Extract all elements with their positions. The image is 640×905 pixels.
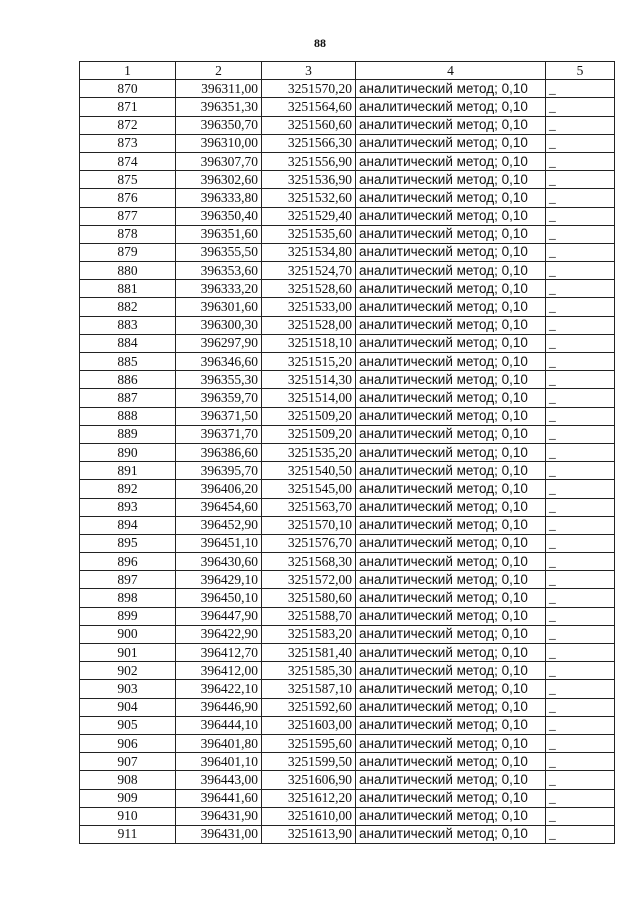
x-coordinate-cell: 396444,10 xyxy=(176,716,262,734)
table-row xyxy=(80,371,615,389)
description-cell: _ xyxy=(546,516,615,534)
y-coordinate-cell: 3251581,40 xyxy=(262,644,356,662)
point-number-cell: 877 xyxy=(80,207,176,225)
x-coordinate-cell: 396386,60 xyxy=(176,443,262,461)
method-cell: аналитический метод; 0,10 xyxy=(356,753,546,771)
point-number-cell: 875 xyxy=(80,171,176,189)
table-row xyxy=(80,280,615,298)
method-cell: аналитический метод; 0,10 xyxy=(356,280,546,298)
point-number-cell: 871 xyxy=(80,98,176,116)
point-number-cell: 898 xyxy=(80,589,176,607)
description-cell: _ xyxy=(546,680,615,698)
method-cell: аналитический метод; 0,10 xyxy=(356,607,546,625)
x-coordinate-cell: 396371,70 xyxy=(176,425,262,443)
method-cell: аналитический метод; 0,10 xyxy=(356,407,546,425)
point-number-cell: 902 xyxy=(80,662,176,680)
table-row xyxy=(80,734,615,752)
table-row xyxy=(80,698,615,716)
x-coordinate-cell: 396333,20 xyxy=(176,280,262,298)
x-coordinate-cell: 396454,60 xyxy=(176,498,262,516)
description-cell: _ xyxy=(546,425,615,443)
table-row xyxy=(80,807,615,825)
table-body xyxy=(80,80,615,844)
point-number-cell: 900 xyxy=(80,625,176,643)
method-cell: аналитический метод; 0,10 xyxy=(356,207,546,225)
point-number-cell: 895 xyxy=(80,534,176,552)
table-row xyxy=(80,134,615,152)
table-row xyxy=(80,298,615,316)
table-row xyxy=(80,753,615,771)
description-cell: _ xyxy=(546,771,615,789)
x-coordinate-cell: 396350,40 xyxy=(176,207,262,225)
x-coordinate-cell: 396401,10 xyxy=(176,753,262,771)
point-number-cell: 911 xyxy=(80,825,176,843)
x-coordinate-cell: 396297,90 xyxy=(176,334,262,352)
x-coordinate-cell: 396346,60 xyxy=(176,353,262,371)
column-header-2: 2 xyxy=(176,62,262,80)
y-coordinate-cell: 3251518,10 xyxy=(262,334,356,352)
point-number-cell: 896 xyxy=(80,553,176,571)
point-number-cell: 882 xyxy=(80,298,176,316)
x-coordinate-cell: 396412,70 xyxy=(176,644,262,662)
table-row xyxy=(80,207,615,225)
x-coordinate-cell: 396447,90 xyxy=(176,607,262,625)
method-cell: аналитический метод; 0,10 xyxy=(356,680,546,698)
point-number-cell: 886 xyxy=(80,371,176,389)
x-coordinate-cell: 396307,70 xyxy=(176,152,262,170)
description-cell: _ xyxy=(546,625,615,643)
x-coordinate-cell: 396431,90 xyxy=(176,807,262,825)
method-cell: аналитический метод; 0,10 xyxy=(356,789,546,807)
y-coordinate-cell: 3251524,70 xyxy=(262,262,356,280)
description-cell: _ xyxy=(546,207,615,225)
x-coordinate-cell: 396300,30 xyxy=(176,316,262,334)
description-cell: _ xyxy=(546,298,615,316)
page-number: 88 xyxy=(314,36,326,50)
table-row xyxy=(80,334,615,352)
point-number-cell: 883 xyxy=(80,316,176,334)
x-coordinate-cell: 396333,80 xyxy=(176,189,262,207)
point-number-cell: 888 xyxy=(80,407,176,425)
y-coordinate-cell: 3251570,10 xyxy=(262,516,356,534)
y-coordinate-cell: 3251599,50 xyxy=(262,753,356,771)
y-coordinate-cell: 3251588,70 xyxy=(262,607,356,625)
method-cell: аналитический метод; 0,10 xyxy=(356,807,546,825)
method-cell: аналитический метод; 0,10 xyxy=(356,371,546,389)
description-cell: _ xyxy=(546,171,615,189)
y-coordinate-cell: 3251529,40 xyxy=(262,207,356,225)
description-cell: _ xyxy=(546,189,615,207)
table-row xyxy=(80,644,615,662)
y-coordinate-cell: 3251572,00 xyxy=(262,571,356,589)
method-cell: аналитический метод; 0,10 xyxy=(356,425,546,443)
table-row xyxy=(80,243,615,261)
y-coordinate-cell: 3251528,60 xyxy=(262,280,356,298)
point-number-cell: 894 xyxy=(80,516,176,534)
x-coordinate-cell: 396301,60 xyxy=(176,298,262,316)
method-cell: аналитический метод; 0,10 xyxy=(356,243,546,261)
table-row xyxy=(80,171,615,189)
method-cell: аналитический метод; 0,10 xyxy=(356,389,546,407)
point-number-cell: 870 xyxy=(80,80,176,98)
method-cell: аналитический метод; 0,10 xyxy=(356,516,546,534)
x-coordinate-cell: 396359,70 xyxy=(176,389,262,407)
point-number-cell: 876 xyxy=(80,189,176,207)
table-row xyxy=(80,625,615,643)
method-cell: аналитический метод; 0,10 xyxy=(356,134,546,152)
x-coordinate-cell: 396401,80 xyxy=(176,734,262,752)
x-coordinate-cell: 396355,30 xyxy=(176,371,262,389)
description-cell: _ xyxy=(546,243,615,261)
x-coordinate-cell: 396443,00 xyxy=(176,771,262,789)
column-header-3: 3 xyxy=(262,62,356,80)
y-coordinate-cell: 3251509,20 xyxy=(262,425,356,443)
point-number-cell: 873 xyxy=(80,134,176,152)
table-row xyxy=(80,571,615,589)
point-number-cell: 891 xyxy=(80,462,176,480)
table-header-row xyxy=(80,62,615,80)
table-row xyxy=(80,498,615,516)
method-cell: аналитический метод; 0,10 xyxy=(356,80,546,98)
table-row xyxy=(80,152,615,170)
point-number-cell: 880 xyxy=(80,262,176,280)
point-number-cell: 903 xyxy=(80,680,176,698)
method-cell: аналитический метод; 0,10 xyxy=(356,534,546,552)
method-cell: аналитический метод; 0,10 xyxy=(356,625,546,643)
x-coordinate-cell: 396311,00 xyxy=(176,80,262,98)
description-cell: _ xyxy=(546,116,615,134)
x-coordinate-cell: 396371,50 xyxy=(176,407,262,425)
description-cell: _ xyxy=(546,589,615,607)
table-row xyxy=(80,116,615,134)
description-cell: _ xyxy=(546,280,615,298)
method-cell: аналитический метод; 0,10 xyxy=(356,334,546,352)
description-cell: _ xyxy=(546,734,615,752)
point-number-cell: 885 xyxy=(80,353,176,371)
y-coordinate-cell: 3251606,90 xyxy=(262,771,356,789)
description-cell: _ xyxy=(546,316,615,334)
x-coordinate-cell: 396431,00 xyxy=(176,825,262,843)
description-cell: _ xyxy=(546,480,615,498)
description-cell: _ xyxy=(546,353,615,371)
method-cell: аналитический метод; 0,10 xyxy=(356,553,546,571)
table-row xyxy=(80,771,615,789)
table-row xyxy=(80,407,615,425)
point-number-cell: 906 xyxy=(80,734,176,752)
method-cell: аналитический метод; 0,10 xyxy=(356,262,546,280)
method-cell: аналитический метод; 0,10 xyxy=(356,152,546,170)
description-cell: _ xyxy=(546,753,615,771)
method-cell: аналитический метод; 0,10 xyxy=(356,589,546,607)
method-cell: аналитический метод; 0,10 xyxy=(356,225,546,243)
point-number-cell: 904 xyxy=(80,698,176,716)
point-number-cell: 899 xyxy=(80,607,176,625)
y-coordinate-cell: 3251528,00 xyxy=(262,316,356,334)
description-cell: _ xyxy=(546,825,615,843)
table-row xyxy=(80,607,615,625)
table-row xyxy=(80,534,615,552)
point-number-cell: 909 xyxy=(80,789,176,807)
y-coordinate-cell: 3251535,60 xyxy=(262,225,356,243)
point-number-cell: 901 xyxy=(80,644,176,662)
column-header-5: 5 xyxy=(546,62,615,80)
y-coordinate-cell: 3251536,90 xyxy=(262,171,356,189)
description-cell: _ xyxy=(546,607,615,625)
y-coordinate-cell: 3251560,60 xyxy=(262,116,356,134)
method-cell: аналитический метод; 0,10 xyxy=(356,480,546,498)
table-row xyxy=(80,443,615,461)
x-coordinate-cell: 396441,60 xyxy=(176,789,262,807)
y-coordinate-cell: 3251580,60 xyxy=(262,589,356,607)
method-cell: аналитический метод; 0,10 xyxy=(356,716,546,734)
method-cell: аналитический метод; 0,10 xyxy=(356,353,546,371)
table-row xyxy=(80,516,615,534)
method-cell: аналитический метод; 0,10 xyxy=(356,462,546,480)
description-cell: _ xyxy=(546,225,615,243)
description-cell: _ xyxy=(546,262,615,280)
y-coordinate-cell: 3251540,50 xyxy=(262,462,356,480)
table-row xyxy=(80,316,615,334)
point-number-cell: 881 xyxy=(80,280,176,298)
method-cell: аналитический метод; 0,10 xyxy=(356,644,546,662)
x-coordinate-cell: 396355,50 xyxy=(176,243,262,261)
description-cell: _ xyxy=(546,443,615,461)
table-row xyxy=(80,225,615,243)
y-coordinate-cell: 3251612,20 xyxy=(262,789,356,807)
point-number-cell: 905 xyxy=(80,716,176,734)
description-cell: _ xyxy=(546,644,615,662)
point-number-cell: 879 xyxy=(80,243,176,261)
method-cell: аналитический метод; 0,10 xyxy=(356,498,546,516)
y-coordinate-cell: 3251566,30 xyxy=(262,134,356,152)
point-number-cell: 910 xyxy=(80,807,176,825)
point-number-cell: 893 xyxy=(80,498,176,516)
table-row xyxy=(80,716,615,734)
x-coordinate-cell: 396310,00 xyxy=(176,134,262,152)
x-coordinate-cell: 396446,90 xyxy=(176,698,262,716)
description-cell: _ xyxy=(546,407,615,425)
table-row xyxy=(80,553,615,571)
column-header-1: 1 xyxy=(80,62,176,80)
table-row xyxy=(80,189,615,207)
y-coordinate-cell: 3251534,80 xyxy=(262,243,356,261)
y-coordinate-cell: 3251570,20 xyxy=(262,80,356,98)
table-row xyxy=(80,789,615,807)
method-cell: аналитический метод; 0,10 xyxy=(356,571,546,589)
table-row xyxy=(80,80,615,98)
point-number-cell: 889 xyxy=(80,425,176,443)
point-number-cell: 892 xyxy=(80,480,176,498)
description-cell: _ xyxy=(546,371,615,389)
y-coordinate-cell: 3251576,70 xyxy=(262,534,356,552)
table-row xyxy=(80,662,615,680)
method-cell: аналитический метод; 0,10 xyxy=(356,662,546,680)
y-coordinate-cell: 3251583,20 xyxy=(262,625,356,643)
description-cell: _ xyxy=(546,716,615,734)
point-number-cell: 907 xyxy=(80,753,176,771)
y-coordinate-cell: 3251535,20 xyxy=(262,443,356,461)
x-coordinate-cell: 396395,70 xyxy=(176,462,262,480)
x-coordinate-cell: 396452,90 xyxy=(176,516,262,534)
point-number-cell: 872 xyxy=(80,116,176,134)
y-coordinate-cell: 3251515,20 xyxy=(262,353,356,371)
method-cell: аналитический метод; 0,10 xyxy=(356,771,546,789)
x-coordinate-cell: 396350,70 xyxy=(176,116,262,134)
y-coordinate-cell: 3251564,60 xyxy=(262,98,356,116)
method-cell: аналитический метод; 0,10 xyxy=(356,298,546,316)
method-cell: аналитический метод; 0,10 xyxy=(356,825,546,843)
point-number-cell: 874 xyxy=(80,152,176,170)
y-coordinate-cell: 3251514,00 xyxy=(262,389,356,407)
table-row xyxy=(80,262,615,280)
table-row xyxy=(80,825,615,843)
y-coordinate-cell: 3251532,60 xyxy=(262,189,356,207)
description-cell: _ xyxy=(546,134,615,152)
x-coordinate-cell: 396422,90 xyxy=(176,625,262,643)
table-row xyxy=(80,389,615,407)
y-coordinate-cell: 3251545,00 xyxy=(262,480,356,498)
x-coordinate-cell: 396429,10 xyxy=(176,571,262,589)
description-cell: _ xyxy=(546,389,615,407)
y-coordinate-cell: 3251592,60 xyxy=(262,698,356,716)
y-coordinate-cell: 3251610,00 xyxy=(262,807,356,825)
description-cell: _ xyxy=(546,152,615,170)
y-coordinate-cell: 3251585,30 xyxy=(262,662,356,680)
method-cell: аналитический метод; 0,10 xyxy=(356,443,546,461)
x-coordinate-cell: 396430,60 xyxy=(176,553,262,571)
point-number-cell: 878 xyxy=(80,225,176,243)
description-cell: _ xyxy=(546,789,615,807)
description-cell: _ xyxy=(546,553,615,571)
description-cell: _ xyxy=(546,98,615,116)
description-cell: _ xyxy=(546,462,615,480)
point-number-cell: 897 xyxy=(80,571,176,589)
y-coordinate-cell: 3251556,90 xyxy=(262,152,356,170)
x-coordinate-cell: 396412,00 xyxy=(176,662,262,680)
table-row xyxy=(80,462,615,480)
description-cell: _ xyxy=(546,534,615,552)
description-cell: _ xyxy=(546,662,615,680)
description-cell: _ xyxy=(546,807,615,825)
method-cell: аналитический метод; 0,10 xyxy=(356,171,546,189)
y-coordinate-cell: 3251603,00 xyxy=(262,716,356,734)
table-row xyxy=(80,98,615,116)
table-row xyxy=(80,480,615,498)
table-row xyxy=(80,589,615,607)
description-cell: _ xyxy=(546,80,615,98)
point-number-cell: 890 xyxy=(80,443,176,461)
table-row xyxy=(80,425,615,443)
x-coordinate-cell: 396406,20 xyxy=(176,480,262,498)
x-coordinate-cell: 396351,30 xyxy=(176,98,262,116)
method-cell: аналитический метод; 0,10 xyxy=(356,316,546,334)
method-cell: аналитический метод; 0,10 xyxy=(356,98,546,116)
y-coordinate-cell: 3251613,90 xyxy=(262,825,356,843)
x-coordinate-cell: 396302,60 xyxy=(176,171,262,189)
coordinates-table xyxy=(79,61,615,844)
table-row xyxy=(80,680,615,698)
point-number-cell: 908 xyxy=(80,771,176,789)
x-coordinate-cell: 396422,10 xyxy=(176,680,262,698)
table-row xyxy=(80,353,615,371)
y-coordinate-cell: 3251563,70 xyxy=(262,498,356,516)
y-coordinate-cell: 3251533,00 xyxy=(262,298,356,316)
method-cell: аналитический метод; 0,10 xyxy=(356,116,546,134)
y-coordinate-cell: 3251568,30 xyxy=(262,553,356,571)
point-number-cell: 887 xyxy=(80,389,176,407)
description-cell: _ xyxy=(546,498,615,516)
y-coordinate-cell: 3251595,60 xyxy=(262,734,356,752)
description-cell: _ xyxy=(546,698,615,716)
column-header-4: 4 xyxy=(356,62,546,80)
point-number-cell: 884 xyxy=(80,334,176,352)
y-coordinate-cell: 3251587,10 xyxy=(262,680,356,698)
y-coordinate-cell: 3251509,20 xyxy=(262,407,356,425)
x-coordinate-cell: 396450,10 xyxy=(176,589,262,607)
x-coordinate-cell: 396353,60 xyxy=(176,262,262,280)
method-cell: аналитический метод; 0,10 xyxy=(356,698,546,716)
y-coordinate-cell: 3251514,30 xyxy=(262,371,356,389)
x-coordinate-cell: 396451,10 xyxy=(176,534,262,552)
description-cell: _ xyxy=(546,334,615,352)
method-cell: аналитический метод; 0,10 xyxy=(356,734,546,752)
description-cell: _ xyxy=(546,571,615,589)
method-cell: аналитический метод; 0,10 xyxy=(356,189,546,207)
x-coordinate-cell: 396351,60 xyxy=(176,225,262,243)
